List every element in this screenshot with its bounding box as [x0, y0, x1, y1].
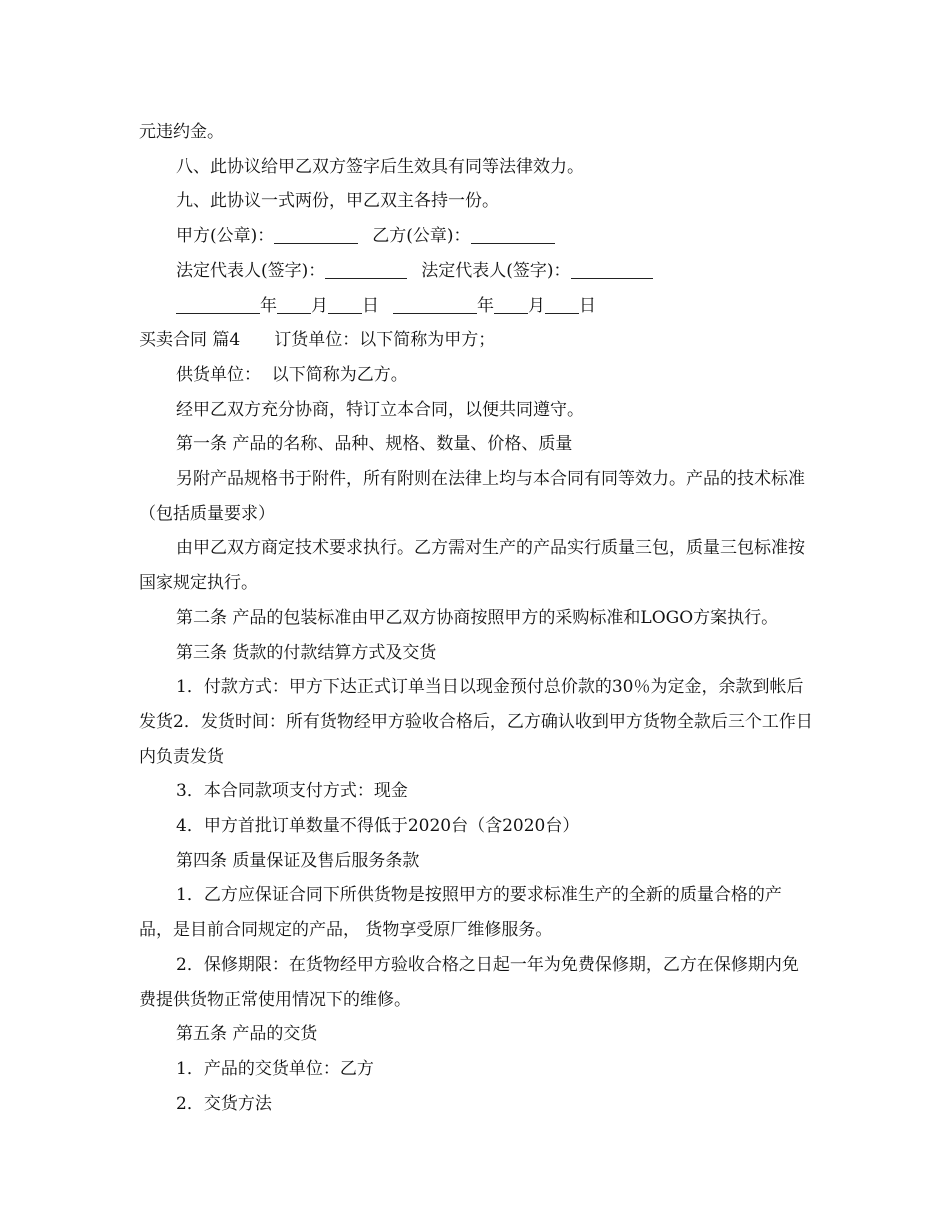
preamble: 经甲乙双方充分协商，特订立本合同，以便共同遵守。: [176, 399, 584, 420]
article-1-title: 第一条 产品的名称、品种、规格、数量、价格、质量: [176, 434, 573, 455]
article-5-paragraph-1: 1．产品的交货单位：乙方: [176, 1058, 374, 1079]
date-b-year-blank: [393, 295, 477, 314]
contract-heading-line: [139, 323, 815, 358]
date-b-month-blank: [494, 295, 528, 314]
signature-seal-line: [139, 219, 815, 254]
article-4-title: 第四条 质量保证及售后服务条款: [176, 850, 420, 871]
article-2: 第二条 产品的包装标准由甲乙双方协商按照甲方的采购标准和LOGO方案执行。: [176, 607, 779, 628]
party-b-seal-blank: [471, 225, 555, 244]
article-5-paragraph-2: 2．交货方法: [176, 1093, 272, 1114]
signature-rep-line: [139, 254, 815, 289]
party-a-seal-label: 甲方(公章)：: [176, 226, 275, 247]
date-a-year-blank: [176, 295, 260, 314]
party-a-rep-label: 法定代表人(签字)：: [176, 260, 326, 281]
party-b-seal-label: 乙方(公章)：: [372, 226, 471, 247]
paragraph-penalty-tail: 元违约金。: [139, 122, 224, 142]
article-3-paragraph-1: 1．付款方式：甲方下达正式订单当日以现金预付总价款的30％为定金，余款到帐后发货2．发货时间：所有货物经甲方验收合格后，乙方确认收到甲方货物全款后三个工作日内负责发货: [139, 677, 813, 767]
date-a-day-label: 日: [362, 295, 379, 316]
party-b-rep-label: 法定代表人(签字)：: [421, 260, 571, 281]
article-4-paragraph-1: 1．乙方应保证合同下所供货物是按照甲方的要求标准生产的全新的质量合格的产品，是目前合同规定的产品， 货物享受原厂维修服务。: [139, 885, 782, 941]
article-1-paragraph-2: 由甲乙双方商定技术要求执行。乙方需对生产的产品实行质量三包，质量三包标准按国家规定执行。: [139, 538, 805, 594]
document-body: [139, 115, 815, 1121]
article-3-paragraph-3: 4．甲方首批订单数量不得低于2020台（含2020台）: [176, 816, 580, 837]
party-b-rep-blank: [571, 260, 653, 279]
date-a-month-label: 月: [311, 295, 328, 316]
date-b-month-label: 月: [528, 295, 545, 316]
party-a-rep-blank: [325, 260, 407, 279]
date-b-day-label: 日: [579, 295, 596, 316]
orderer-line: 订货单位：以下简称为甲方；: [274, 330, 496, 351]
clause-nine: 九、此协议一式两份，甲乙双主各持一份。: [176, 191, 499, 212]
clause-eight: 八、此协议给甲乙双方签字后生效具有同等法律效力。: [176, 156, 584, 177]
article-3-paragraph-2: 3．本合同款项支付方式：现金: [176, 781, 408, 802]
date-b-day-blank: [545, 295, 579, 314]
supplier-line: 供货单位： 以下简称为乙方。: [176, 364, 408, 385]
contract-title: 买卖合同 篇4: [139, 330, 241, 351]
date-a-year-label: 年: [260, 295, 277, 316]
signature-date-line: [139, 289, 815, 324]
date-a-day-blank: [328, 295, 362, 314]
date-a-month-blank: [277, 295, 311, 314]
party-a-seal-blank: [274, 225, 358, 244]
article-1-paragraph-1: 另附产品规格书于附件，所有附则在法律上均与本合同有同等效力。产品的技术标准（包括质量要求）: [139, 469, 805, 524]
date-b-year-label: 年: [477, 295, 494, 316]
article-5-title: 第五条 产品的交货: [176, 1024, 318, 1045]
article-4-paragraph-2: 2．保修期限：在货物经甲方验收合格之日起一年为免费保修期，乙方在保修期内免费提供货物正常使用情况下的维修。: [139, 954, 799, 1010]
article-3-title: 第三条 货款的付款结算方式及交货: [176, 642, 437, 663]
